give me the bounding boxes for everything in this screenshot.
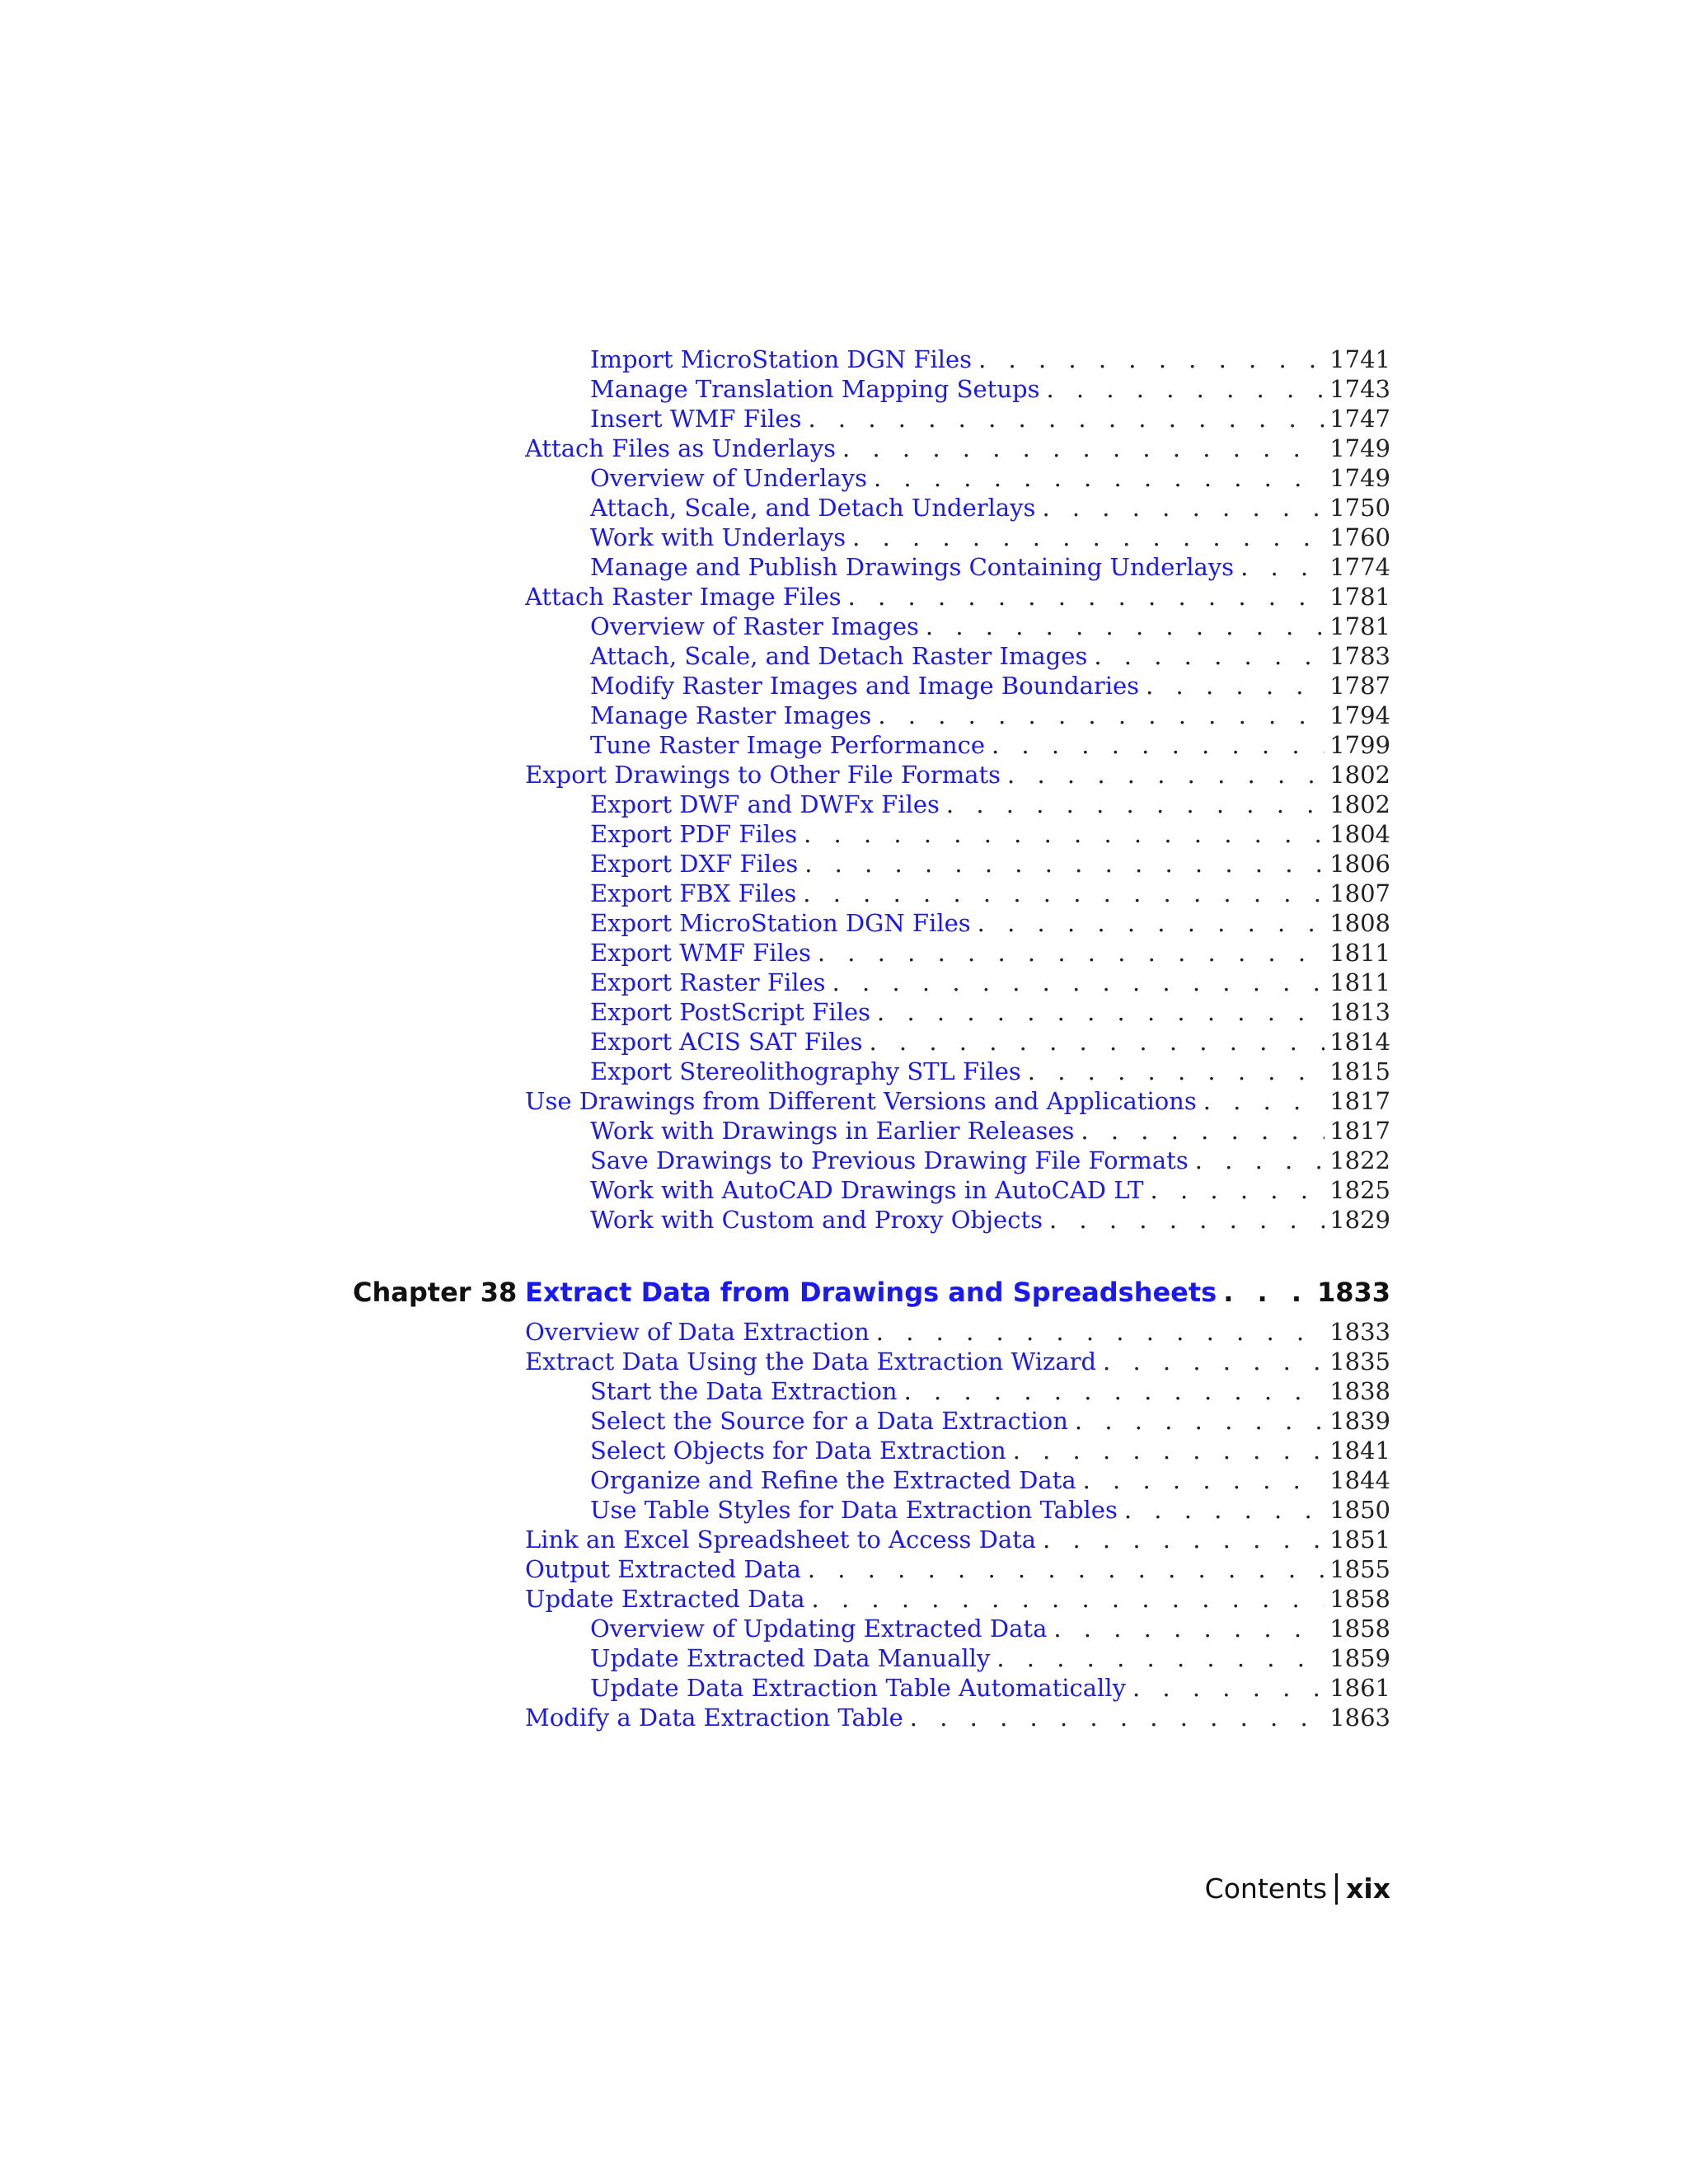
toc-entry[interactable] xyxy=(590,612,1390,641)
toc-entry-page: 1783 xyxy=(1329,642,1390,670)
toc-entry[interactable] xyxy=(590,641,1390,671)
toc-entry[interactable] xyxy=(525,1554,1390,1584)
leader-dots xyxy=(796,879,1325,908)
toc-entry[interactable] xyxy=(590,374,1390,404)
toc-entry-page: 1811 xyxy=(1329,968,1390,996)
toc-entry[interactable] xyxy=(590,404,1390,434)
toc-entry-page: 1774 xyxy=(1329,553,1390,581)
toc-entry[interactable] xyxy=(525,1347,1390,1376)
toc-entry-page: 1817 xyxy=(1329,1117,1390,1145)
toc-entry-title[interactable]: Manage Translation Mapping Setups xyxy=(590,375,1040,403)
toc-entry[interactable] xyxy=(590,1146,1390,1175)
toc-entry[interactable] xyxy=(590,671,1390,701)
toc-entry-title[interactable]: Update Extracted Data Manually xyxy=(590,1644,991,1672)
toc-entry[interactable] xyxy=(590,1673,1390,1703)
toc-entry-title[interactable]: Export FBX Files xyxy=(590,879,797,907)
leader-dots xyxy=(1087,641,1325,671)
leader-dots xyxy=(1234,552,1325,582)
toc-entry-title[interactable]: Use Drawings from Different Versions and Applications xyxy=(525,1087,1197,1115)
toc-entry[interactable] xyxy=(590,1175,1390,1205)
toc-entry-page: 1808 xyxy=(1329,909,1390,937)
chapter-heading[interactable] xyxy=(525,1276,1390,1309)
leader-dots xyxy=(862,1027,1325,1057)
leader-dots xyxy=(1035,493,1325,523)
leader-dots xyxy=(811,938,1325,968)
toc-entry-title[interactable]: Export Raster Files xyxy=(590,968,826,996)
toc-entry-page: 1835 xyxy=(1329,1347,1390,1376)
toc-entry-page: 1743 xyxy=(1329,375,1390,403)
chapter-title[interactable]: Extract Data from Drawings and Spreadsheets xyxy=(525,1277,1217,1308)
leader-dots xyxy=(1139,671,1325,701)
leader-dots xyxy=(1197,1086,1325,1116)
toc-entry[interactable] xyxy=(590,790,1390,819)
leader-dots xyxy=(801,1554,1325,1584)
toc-entry-page: 1806 xyxy=(1329,850,1390,878)
toc-entry-title[interactable]: Link an Excel Spreadsheet to Access Data xyxy=(525,1526,1037,1554)
toc-entry-page: 1851 xyxy=(1329,1526,1390,1554)
toc-entry-page: 1741 xyxy=(1329,345,1390,373)
toc-entry[interactable] xyxy=(590,849,1390,879)
toc-entry-title[interactable]: Output Extracted Data xyxy=(525,1555,801,1583)
toc-entry[interactable] xyxy=(590,1116,1390,1146)
toc-entry-page: 1822 xyxy=(1329,1146,1390,1174)
leader-dots xyxy=(1001,760,1325,790)
toc-entry[interactable] xyxy=(590,463,1390,493)
leader-dots xyxy=(842,582,1325,612)
leader-dots xyxy=(870,1317,1325,1347)
toc-entry-page: 1858 xyxy=(1329,1615,1390,1643)
toc-entry-title[interactable]: Extract Data Using the Data Extraction Wizard xyxy=(525,1347,1097,1376)
toc-entry-title[interactable]: Export ACIS SAT Files xyxy=(590,1028,863,1056)
toc-entry[interactable] xyxy=(590,344,1390,374)
leader-dots xyxy=(797,819,1325,849)
toc-entry-page: 1855 xyxy=(1329,1555,1390,1583)
toc-entry-title[interactable]: Manage Raster Images xyxy=(590,701,872,729)
leader-dots xyxy=(972,344,1325,374)
toc-entry-title[interactable]: Attach Raster Image Files xyxy=(525,583,842,611)
leader-dots xyxy=(871,701,1325,730)
toc-entry-title[interactable]: Export PostScript Files xyxy=(590,998,871,1026)
toc-entry-title[interactable]: Start the Data Extraction xyxy=(590,1377,898,1405)
leader-dots xyxy=(1144,1175,1325,1205)
toc-entry[interactable] xyxy=(525,1086,1390,1116)
toc-entry-title[interactable]: Select Objects for Data Extraction xyxy=(590,1436,1006,1465)
leader-dots xyxy=(1189,1146,1325,1175)
leader-dots xyxy=(805,1584,1325,1614)
toc-entry[interactable] xyxy=(590,1643,1390,1673)
toc-entry-page: 1760 xyxy=(1329,523,1390,551)
toc-entry-title[interactable]: Export Stereolithography STL Files xyxy=(590,1057,1021,1085)
leader-dots xyxy=(1043,1205,1325,1235)
toc-entry-page: 1749 xyxy=(1329,434,1390,462)
toc-entry[interactable] xyxy=(590,1376,1390,1406)
chapter-page: 1833 xyxy=(1316,1277,1390,1308)
toc-entry-title[interactable]: Update Data Extraction Table Automatically xyxy=(590,1674,1126,1702)
leader-dots xyxy=(867,463,1325,493)
leader-dots xyxy=(990,1643,1325,1673)
toc-entry-title[interactable]: Modify Raster Images and Image Boundaries xyxy=(590,672,1140,700)
toc-entry[interactable] xyxy=(590,1436,1390,1465)
leader-dots xyxy=(1068,1406,1325,1436)
toc-entry[interactable] xyxy=(590,730,1390,760)
toc-entry-title[interactable]: Organize and Refine the Extracted Data xyxy=(590,1466,1076,1494)
toc-entry-title[interactable]: Export DWF and DWFx Files xyxy=(590,790,940,818)
toc-entry[interactable] xyxy=(590,493,1390,523)
toc-entry-title[interactable]: Work with Drawings in Earlier Releases xyxy=(590,1117,1075,1145)
toc-entry-page: 1804 xyxy=(1329,820,1390,848)
toc-entry-title[interactable]: Manage and Publish Drawings Containing Underlays xyxy=(590,553,1235,581)
leader-dots xyxy=(940,790,1325,819)
toc-entry-title[interactable]: Overview of Data Extraction xyxy=(525,1318,870,1346)
toc-entry[interactable] xyxy=(525,1584,1390,1614)
page-footer xyxy=(1205,1872,1390,1905)
toc-entry-title[interactable]: Modify a Data Extraction Table xyxy=(525,1704,903,1732)
toc-entry[interactable] xyxy=(590,968,1390,997)
leader-dots xyxy=(1021,1057,1325,1086)
leader-dots xyxy=(1047,1614,1325,1643)
toc-entry-title[interactable]: Update Extracted Data xyxy=(525,1585,805,1613)
toc-entry-title[interactable]: Tune Raster Image Performance xyxy=(590,731,985,759)
leader-dots xyxy=(1118,1495,1325,1525)
toc-entry-page: 1749 xyxy=(1329,464,1390,492)
toc-entry[interactable] xyxy=(590,523,1390,552)
toc-entry[interactable] xyxy=(590,879,1390,908)
toc-entry[interactable] xyxy=(590,1614,1390,1643)
leader-dots xyxy=(836,434,1325,463)
toc-entry-page: 1858 xyxy=(1329,1585,1390,1613)
toc-entry[interactable] xyxy=(590,1495,1390,1525)
toc-entry-page: 1813 xyxy=(1329,998,1390,1026)
toc-entry-page: 1861 xyxy=(1329,1674,1390,1702)
toc-entry-page: 1781 xyxy=(1329,583,1390,611)
toc-entry[interactable] xyxy=(525,760,1390,790)
toc-entry-page: 1833 xyxy=(1329,1318,1390,1346)
toc-entry[interactable] xyxy=(525,1525,1390,1554)
chapter-label: Chapter 38 xyxy=(353,1277,518,1308)
leader-dots xyxy=(1074,1116,1325,1146)
leader-dots xyxy=(1039,374,1325,404)
leader-dots xyxy=(1096,1347,1325,1376)
leader-dots xyxy=(1217,1276,1312,1309)
toc-entry[interactable] xyxy=(590,938,1390,968)
toc-entry-title[interactable]: Use Table Styles for Data Extraction Tables xyxy=(590,1496,1118,1524)
toc-entry-title[interactable]: Overview of Updating Extracted Data xyxy=(590,1615,1048,1643)
toc-entry-page: 1841 xyxy=(1329,1436,1390,1465)
toc-entry-title[interactable]: Import MicroStation DGN Files xyxy=(590,345,973,373)
toc-entry-title[interactable]: Export MicroStation DGN Files xyxy=(590,909,971,937)
toc-entry-title[interactable]: Insert WMF Files xyxy=(590,405,802,433)
toc-entry[interactable] xyxy=(590,819,1390,849)
toc-entry[interactable] xyxy=(525,1317,1390,1347)
toc-entry-title[interactable]: Overview of Underlays xyxy=(590,464,867,492)
toc-entry[interactable] xyxy=(590,997,1390,1027)
toc-entry[interactable] xyxy=(525,1703,1390,1732)
toc-entry-title[interactable]: Export WMF Files xyxy=(590,939,811,967)
footer-page-number: xix xyxy=(1346,1872,1390,1905)
toc-entry-title[interactable]: Save Drawings to Previous Drawing File Formats xyxy=(590,1146,1189,1174)
toc-entry-page: 1844 xyxy=(1329,1466,1390,1494)
footer-section: Contents xyxy=(1204,1872,1328,1905)
toc-entry[interactable] xyxy=(590,1205,1390,1235)
leader-dots xyxy=(919,612,1325,641)
toc-entry-page: 1750 xyxy=(1329,494,1390,522)
leader-dots xyxy=(1076,1465,1325,1495)
toc-entry-title[interactable]: Attach Files as Underlays xyxy=(525,434,837,462)
toc-entry-page: 1817 xyxy=(1329,1087,1390,1115)
toc-entry[interactable] xyxy=(590,908,1390,938)
toc-entry[interactable] xyxy=(590,1465,1390,1495)
toc-entry-title[interactable]: Work with AutoCAD Drawings in AutoCAD LT xyxy=(590,1176,1144,1204)
toc-entry-page: 1839 xyxy=(1329,1407,1390,1435)
toc-entry-title[interactable]: Work with Underlays xyxy=(590,523,846,551)
toc-entry-page: 1794 xyxy=(1329,701,1390,729)
toc-entry-page: 1814 xyxy=(1329,1028,1390,1056)
toc-entry-page: 1802 xyxy=(1329,790,1390,818)
toc-entry-page: 1811 xyxy=(1329,939,1390,967)
toc-entry-page: 1787 xyxy=(1329,672,1390,700)
leader-dots xyxy=(1006,1436,1325,1465)
toc-entry[interactable] xyxy=(590,1027,1390,1057)
toc-entry-title[interactable]: Export Drawings to Other File Formats xyxy=(525,761,1001,789)
toc-entry-page: 1799 xyxy=(1329,731,1390,759)
toc-entry-page: 1838 xyxy=(1329,1377,1390,1405)
toc-entry-page: 1850 xyxy=(1329,1496,1390,1524)
leader-dots xyxy=(898,1376,1325,1406)
toc-entry-page: 1807 xyxy=(1329,879,1390,907)
footer-divider xyxy=(1335,1873,1338,1905)
leader-dots xyxy=(798,849,1325,879)
toc-entry[interactable] xyxy=(590,701,1390,730)
leader-dots xyxy=(971,908,1325,938)
toc-entry-title[interactable]: Export PDF Files xyxy=(590,820,798,848)
toc-entry-page: 1781 xyxy=(1329,612,1390,640)
toc-entry[interactable] xyxy=(525,434,1390,463)
toc-entry[interactable] xyxy=(525,582,1390,612)
toc-entry[interactable] xyxy=(590,1057,1390,1086)
leader-dots xyxy=(870,997,1325,1027)
leader-dots xyxy=(985,730,1325,760)
toc-entry-title[interactable]: Work with Custom and Proxy Objects xyxy=(590,1206,1043,1234)
toc-entry-page: 1863 xyxy=(1329,1704,1390,1732)
toc-entry-page: 1825 xyxy=(1329,1176,1390,1204)
leader-dots xyxy=(903,1703,1325,1732)
leader-dots xyxy=(801,404,1325,434)
toc-entry-page: 1829 xyxy=(1329,1206,1390,1234)
toc-entry-title[interactable]: Attach, Scale, and Detach Raster Images xyxy=(590,642,1088,670)
toc-entry-page: 1802 xyxy=(1329,761,1390,789)
toc-entry-title[interactable]: Export DXF Files xyxy=(590,850,799,878)
toc-entry[interactable] xyxy=(590,1406,1390,1436)
toc-entry[interactable] xyxy=(590,552,1390,582)
toc-entry-page: 1859 xyxy=(1329,1644,1390,1672)
leader-dots xyxy=(1036,1525,1325,1554)
toc-entry-page: 1815 xyxy=(1329,1057,1390,1085)
toc-entry-title[interactable]: Overview of Raster Images xyxy=(590,612,919,640)
leader-dots xyxy=(826,968,1325,997)
toc-entry-title[interactable]: Select the Source for a Data Extraction xyxy=(590,1407,1068,1435)
toc-entry-page: 1747 xyxy=(1329,405,1390,433)
leader-dots xyxy=(846,523,1325,552)
leader-dots xyxy=(1126,1673,1325,1703)
toc-entry-title[interactable]: Attach, Scale, and Detach Underlays xyxy=(590,494,1036,522)
